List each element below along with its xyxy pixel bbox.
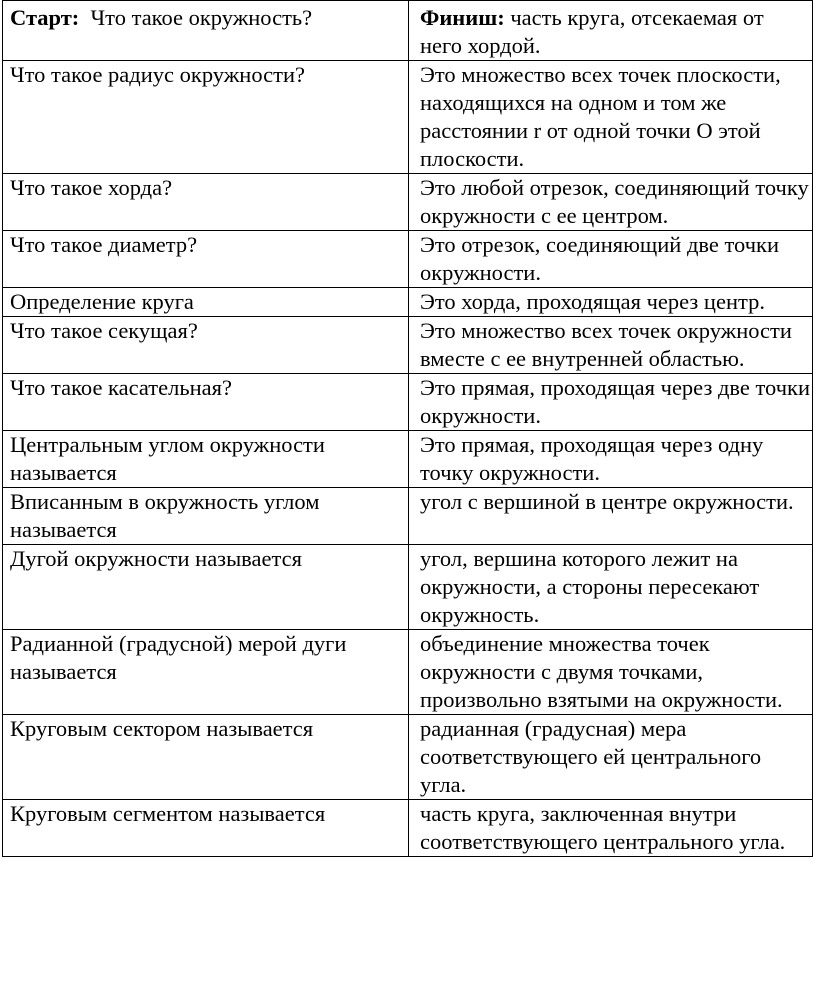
answer-cell: часть круга, заключенная внутри соответствующего центрального угла. xyxy=(409,800,813,857)
question-cell: Что такое секущая? xyxy=(3,317,409,374)
answer-cell: Это хорда, проходящая через центр. xyxy=(409,288,813,317)
finish-label: Финиш: xyxy=(420,5,505,30)
question-cell: Что такое радиус окружности? xyxy=(3,61,409,174)
question-cell: Круговым сектором называется xyxy=(3,715,409,800)
answer-cell: Это прямая, проходящая через одну точку окружности. xyxy=(409,431,813,488)
question-cell: Что такое диаметр? xyxy=(3,231,409,288)
question-cell: Вписанным в окружность углом называется xyxy=(3,488,409,545)
quiz-table xyxy=(2,0,813,857)
table-row xyxy=(3,431,813,488)
table-row xyxy=(3,174,813,231)
answer-cell: Это отрезок, соединяющий две точки окружности. xyxy=(409,231,813,288)
start-label: Старт: xyxy=(10,5,80,30)
question-cell: Определение круга xyxy=(3,288,409,317)
question-cell: Дугой окружности называется xyxy=(3,545,409,630)
answer-cell: Это множество всех точек плоскости, находящихся на одном и том же расстоянии r от одной точки О этой плоскости. xyxy=(409,61,813,174)
answer-cell: объединение множества точек окружности с двумя точками, произвольно взятыми на окружности. xyxy=(409,630,813,715)
table-header-row xyxy=(3,1,813,61)
table-row xyxy=(3,800,813,857)
answer-cell: угол, вершина которого лежит на окружности, а стороны пересекают окружность. xyxy=(409,545,813,630)
answer-cell: радианная (градусная) мера соответствующего ей центрального угла. xyxy=(409,715,813,800)
question-cell: Радианной (градусной) мерой дуги называется xyxy=(3,630,409,715)
question-cell: Круговым сегментом называется xyxy=(3,800,409,857)
answer-cell: угол с вершиной в центре окружности. xyxy=(409,488,813,545)
start-cell xyxy=(3,1,409,61)
table-row xyxy=(3,488,813,545)
answer-cell: Это прямая, проходящая через две точки окружности. xyxy=(409,374,813,431)
table-row xyxy=(3,288,813,317)
table-row xyxy=(3,545,813,630)
question-cell: Что такое хорда? xyxy=(3,174,409,231)
table-row xyxy=(3,715,813,800)
answer-cell: Это любой отрезок, соединяющий точку окружности с ее центром. xyxy=(409,174,813,231)
table-row xyxy=(3,630,813,715)
question-cell: Центральным углом окружности называется xyxy=(3,431,409,488)
table-row xyxy=(3,231,813,288)
finish-answer: часть круга, отсекаемая от него хордой. xyxy=(420,5,764,58)
table-row xyxy=(3,61,813,174)
table-row xyxy=(3,374,813,431)
start-question: Что такое окружность? xyxy=(90,5,313,30)
finish-cell xyxy=(409,1,813,61)
table-row xyxy=(3,317,813,374)
answer-cell: Это множество всех точек окружности вместе с ее внутренней областью. xyxy=(409,317,813,374)
question-cell: Что такое касательная? xyxy=(3,374,409,431)
